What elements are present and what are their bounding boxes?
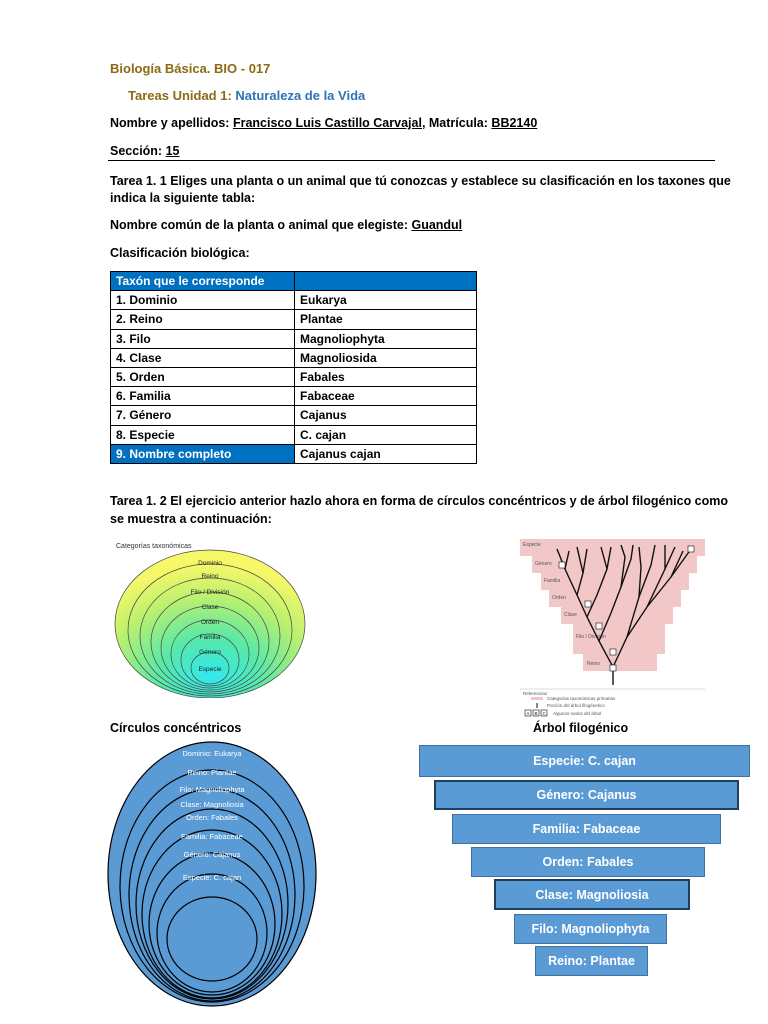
- table-cell: Magnoliosida: [295, 348, 477, 367]
- header-divider: [108, 160, 715, 161]
- table-row: [111, 291, 477, 310]
- table-cell: Magnoliophyta: [295, 329, 477, 348]
- tree-bar-reino: Reino: Plantae: [535, 946, 648, 976]
- tree-legend-item: Algunos nodos del árbol: [553, 711, 602, 716]
- table-cell: Cajanus cajan: [295, 444, 477, 463]
- tree-legend-item: Porción del árbol filogénetico: [547, 703, 605, 708]
- legend-node-letter: A: [526, 710, 530, 716]
- unit-prefix: Tareas Unidad 1:: [128, 88, 232, 103]
- caption-circles: Círculos concéntricos: [110, 721, 242, 735]
- answer-circle-label: Clase: Magnoliosia: [180, 800, 244, 809]
- tree-bar-orden: Orden: Fabales: [471, 847, 705, 877]
- classification-table: [110, 271, 477, 464]
- section-line: [110, 144, 180, 158]
- table-cell: Fabales: [295, 367, 477, 386]
- task1-instruction-2: indica la siguiente tabla:: [110, 191, 256, 205]
- table-cell: 4. Clase: [111, 348, 295, 367]
- table-row: [111, 310, 477, 329]
- tree-legend-item: Categorías taxonómicas primarias: [547, 696, 616, 701]
- common-name-line: [110, 218, 462, 232]
- answer-circle-label: Dominio: Eukarya: [182, 749, 242, 758]
- table-cell: Plantae: [295, 310, 477, 329]
- table-row: [111, 367, 477, 386]
- tree-band: [520, 539, 705, 556]
- legend-node-letter: B: [534, 710, 538, 716]
- unit-title: Naturaleza de la Vida: [235, 88, 366, 103]
- table-cell: 7. Género: [111, 406, 295, 425]
- answer-circles-diagram: [106, 738, 318, 1010]
- task1-instruction-1: Tarea 1. 1 Eliges una planta o un animal que tú conozcas y establece su clasificación en los taxones que: [110, 174, 731, 188]
- common-name-value: Guandul: [411, 218, 463, 232]
- answer-circle-label: Especie: C. cajan: [182, 873, 242, 882]
- answer-circle: [167, 897, 257, 981]
- tree-row-label: Género: [535, 561, 552, 567]
- answer-circle-label: Filo: Magnoliophyta: [179, 785, 245, 794]
- table-row: [111, 444, 477, 463]
- tree-row-label: Reino: [587, 661, 601, 667]
- tree-bar-clase: Clase: Magnoliosia: [494, 879, 690, 910]
- name-label: Nombre y apellidos:: [110, 116, 230, 130]
- example-circle-label: Especie: [198, 666, 222, 673]
- tree-bar-genero: Género: Cajanus: [434, 780, 739, 810]
- tree-row-label: Familia: [544, 578, 561, 584]
- example-circle-label: Orden: [200, 619, 220, 626]
- table-cell: 3. Filo: [111, 329, 295, 348]
- example-circle-label: Filo / División: [190, 589, 230, 596]
- example-circles-title: Categorías taxonómicas: [116, 543, 192, 550]
- unit-heading: [128, 88, 365, 103]
- table-cell: Cajanus: [295, 406, 477, 425]
- table-row: [111, 406, 477, 425]
- tree-bar-filo: Filo: Magnoliophyta: [514, 914, 667, 944]
- legend-swatch: [531, 697, 543, 700]
- tree-row-label: Orden: [552, 595, 566, 601]
- example-circles-image: [110, 538, 310, 698]
- name-value: Francisco Luis Castillo Carvajal: [232, 116, 422, 130]
- tree-band: [561, 607, 673, 624]
- example-circle-label: Dominio: [198, 560, 222, 567]
- tree-row-label: Especie: [523, 542, 541, 548]
- tree-bar-especie: Especie: C. cajan: [419, 745, 750, 777]
- student-line: [110, 116, 537, 130]
- table-header-value: [295, 272, 477, 291]
- tree-row-label: Clase: [564, 612, 577, 618]
- task2-instruction-1: Tarea 1. 2 El ejercicio anterior hazlo ahora en forma de círculos concéntricos y de árbol filogénico como: [110, 494, 729, 508]
- table-header-row: [111, 272, 477, 291]
- classification-label: Clasificación biológica:: [110, 246, 250, 260]
- table-cell: 5. Orden: [111, 367, 295, 386]
- tree-legend-title: Referencias: [523, 691, 548, 696]
- tree-row-label: Filo / División: [576, 634, 606, 640]
- matricula-value: BB2140: [491, 116, 538, 130]
- table-cell: 1. Dominio: [111, 291, 295, 310]
- table-cell: 6. Familia: [111, 387, 295, 406]
- common-name-label: Nombre común de la planta o animal que elegiste:: [110, 218, 408, 232]
- example-circle-label: Género: [199, 649, 221, 656]
- example-tree-image: [515, 537, 710, 719]
- answer-circle-label: Orden: Fabales: [186, 813, 238, 822]
- table-cell: 2. Reino: [111, 310, 295, 329]
- caption-tree: Árbol filogénico: [533, 721, 629, 735]
- legend-node-letter: C: [542, 710, 546, 716]
- table-cell: C. cajan: [295, 425, 477, 444]
- table-cell: 8. Especie: [111, 425, 295, 444]
- course-title: Biología Básica. BIO - 017: [110, 61, 271, 76]
- table-header-taxon: Taxón que le corresponde: [111, 272, 295, 291]
- table-cell: 9. Nombre completo: [111, 444, 295, 463]
- task2-instruction-2: se muestra a continuación:: [110, 512, 272, 526]
- example-circle-label: Familia: [199, 634, 221, 641]
- table-cell: Eukarya: [295, 291, 477, 310]
- table-row: [111, 329, 477, 348]
- example-circle-label: Reino: [201, 573, 219, 580]
- matricula-label: , Matrícula:: [421, 116, 488, 130]
- example-circle-label: Clase: [201, 604, 219, 611]
- tree-band: [532, 556, 697, 573]
- table-row: [111, 425, 477, 444]
- section-label: Sección:: [110, 144, 163, 158]
- table-row: [111, 348, 477, 367]
- answer-circle-label: Reino: Plantae: [187, 768, 237, 777]
- section-value: 15: [165, 144, 180, 158]
- table-cell: Fabaceae: [295, 387, 477, 406]
- table-row: [111, 387, 477, 406]
- tree-bar-familia: Familia: Fabaceae: [452, 814, 721, 844]
- answer-circle-label: Familia: Fabaceae: [181, 832, 243, 841]
- answer-circle-label: Género: Cajanus: [183, 850, 241, 859]
